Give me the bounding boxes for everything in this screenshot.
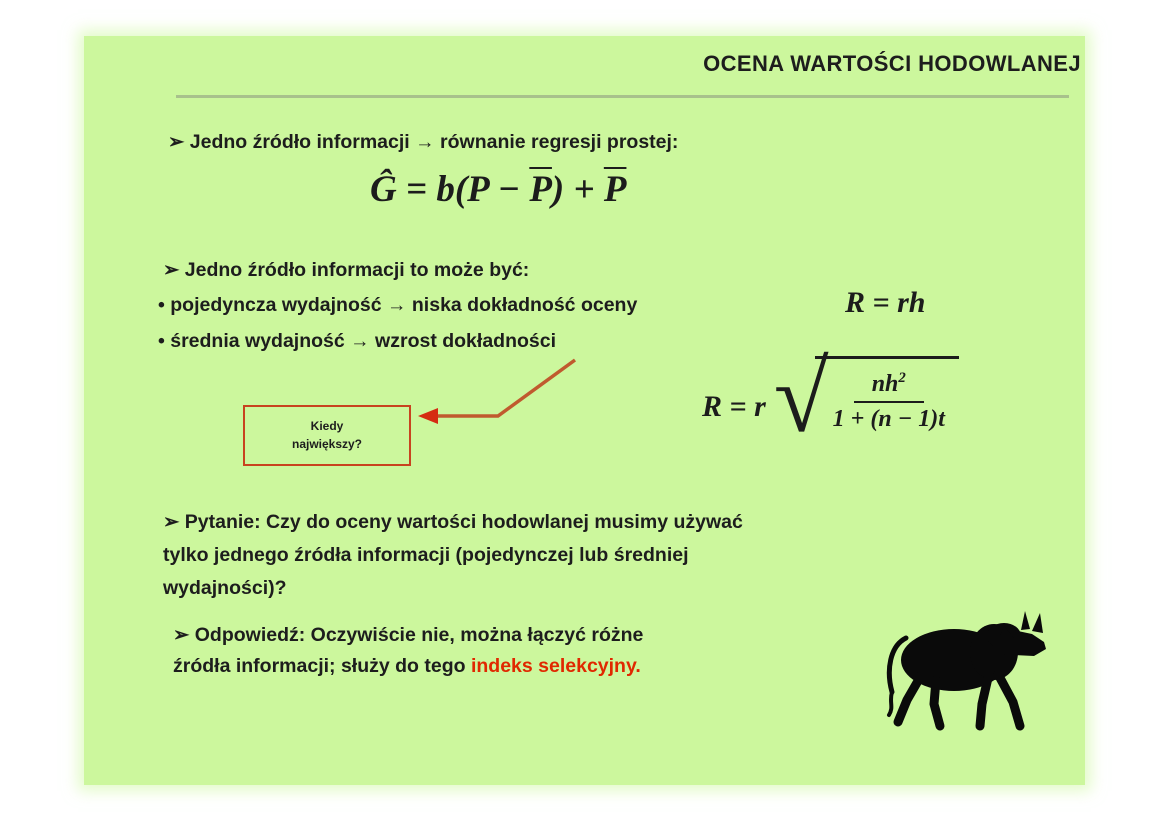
p-bar: $\overline{P}$ (529, 169, 552, 210)
presentation-slide (84, 36, 1085, 785)
slide-title: OCENA WARTOŚCI HODOWLANEJ (703, 51, 1081, 76)
fraction: $\frac{nh^2}{1 + (n - 1)t}$ (832, 370, 945, 432)
callout-arrow (410, 348, 590, 428)
formula-g-hat: Ĝ (370, 169, 397, 210)
sources-heading: ➢ Jedno źródło informacji to może być: (163, 259, 530, 281)
p-bar: $\overline{P}$ (603, 169, 627, 210)
intro-bullet-line: ➢ Jedno źródło informacji → równanie regresji prostej: (168, 131, 679, 153)
title-divider-line (176, 95, 1069, 98)
accuracy-formula-mean: R = r √ $\frac{nh^2}{1 + (n - 1)t}$ (702, 348, 959, 448)
answer-paragraph: ➢ Odpowiedź: Oczywiście nie, można łączyć różne źródła informacji; służy do tego indeks selekcyjny. (173, 624, 644, 677)
source-item-mean-yield: • średnia wydajność → wzrost dokładności (158, 330, 557, 352)
radical-sign: √ (773, 342, 829, 453)
callout-box-when-largest: Kiedy największy? (243, 405, 411, 466)
accuracy-formula-single: R = rh (845, 286, 926, 319)
question-paragraph: ➢ Pytanie: Czy do oceny wartości hodowlanej musimy używać tylko jednego źródła informacji (pojedynczej lub średniej wydajności)? (163, 511, 743, 599)
source-item-single-yield: • pojedyncza wydajność → niska dokładność oceny (158, 294, 638, 316)
square-root (773, 342, 959, 453)
selection-index-highlight: indeks selekcyjny. (470, 655, 641, 677)
regression-formula: Ĝ = $b(P - \overline{P}) + \overline{P}$ (370, 169, 627, 210)
bull-silhouette-icon (876, 586, 1056, 746)
